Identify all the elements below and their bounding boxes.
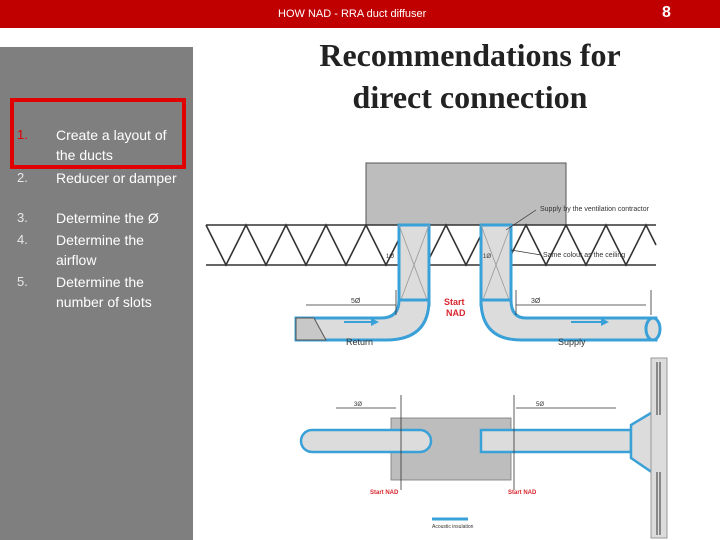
- supply-contractor-label: Supply by the ventilation contractor: [540, 206, 649, 213]
- start-nad-label: NAD: [446, 308, 466, 318]
- dim-label: 5Ø: [536, 402, 545, 408]
- return-plan-duct: [301, 430, 431, 452]
- dim-label: 3Ø: [531, 298, 541, 305]
- step-text: Determine the number of slots: [56, 274, 152, 310]
- supply-label: Supply: [558, 337, 586, 347]
- step-number: 5.: [17, 274, 28, 289]
- header-text: HOW NAD - RRA duct diffuser: [278, 8, 427, 20]
- plenum-box: [366, 163, 566, 225]
- step-text: Determine the airflow: [56, 232, 144, 268]
- acoustic-insulation-label: Acoustic insulation: [432, 524, 474, 530]
- duct-connection-diagram: [196, 150, 720, 540]
- step-number: 1.: [17, 127, 28, 142]
- start-nad-left-label: Start NAD: [370, 490, 399, 496]
- step-number: 2.: [17, 170, 28, 185]
- step-text: Reducer or damper: [56, 170, 177, 186]
- step-1-highlight-box: [10, 98, 186, 169]
- step-text: Determine the Ø: [56, 210, 159, 226]
- step-text: Create a layout of the ducts: [56, 127, 167, 163]
- ceiling-truss: [206, 225, 656, 265]
- start-nad-right-label: Start NAD: [508, 490, 537, 496]
- supply-elbow-duct: [481, 300, 656, 340]
- dim-label: 3Ø: [354, 402, 363, 408]
- return-label: Return: [346, 337, 374, 347]
- slide-title: [230, 34, 710, 118]
- distribution-duct: [651, 358, 667, 538]
- slide-number: 8: [662, 4, 671, 21]
- title-line-2: direct connection: [352, 79, 588, 115]
- step-number: 4.: [17, 232, 28, 247]
- dim-label: 5Ø: [351, 298, 361, 305]
- dim-label: 1Ø: [483, 254, 492, 260]
- dim-label: 1Ø: [386, 254, 395, 260]
- supply-plan-duct: [481, 430, 631, 452]
- same-colour-label: Same colour as the ceiling: [543, 252, 626, 259]
- title-line-1: Recommendations for: [319, 37, 621, 73]
- start-nad-label: Start: [444, 297, 465, 307]
- step-number: 3.: [17, 210, 28, 225]
